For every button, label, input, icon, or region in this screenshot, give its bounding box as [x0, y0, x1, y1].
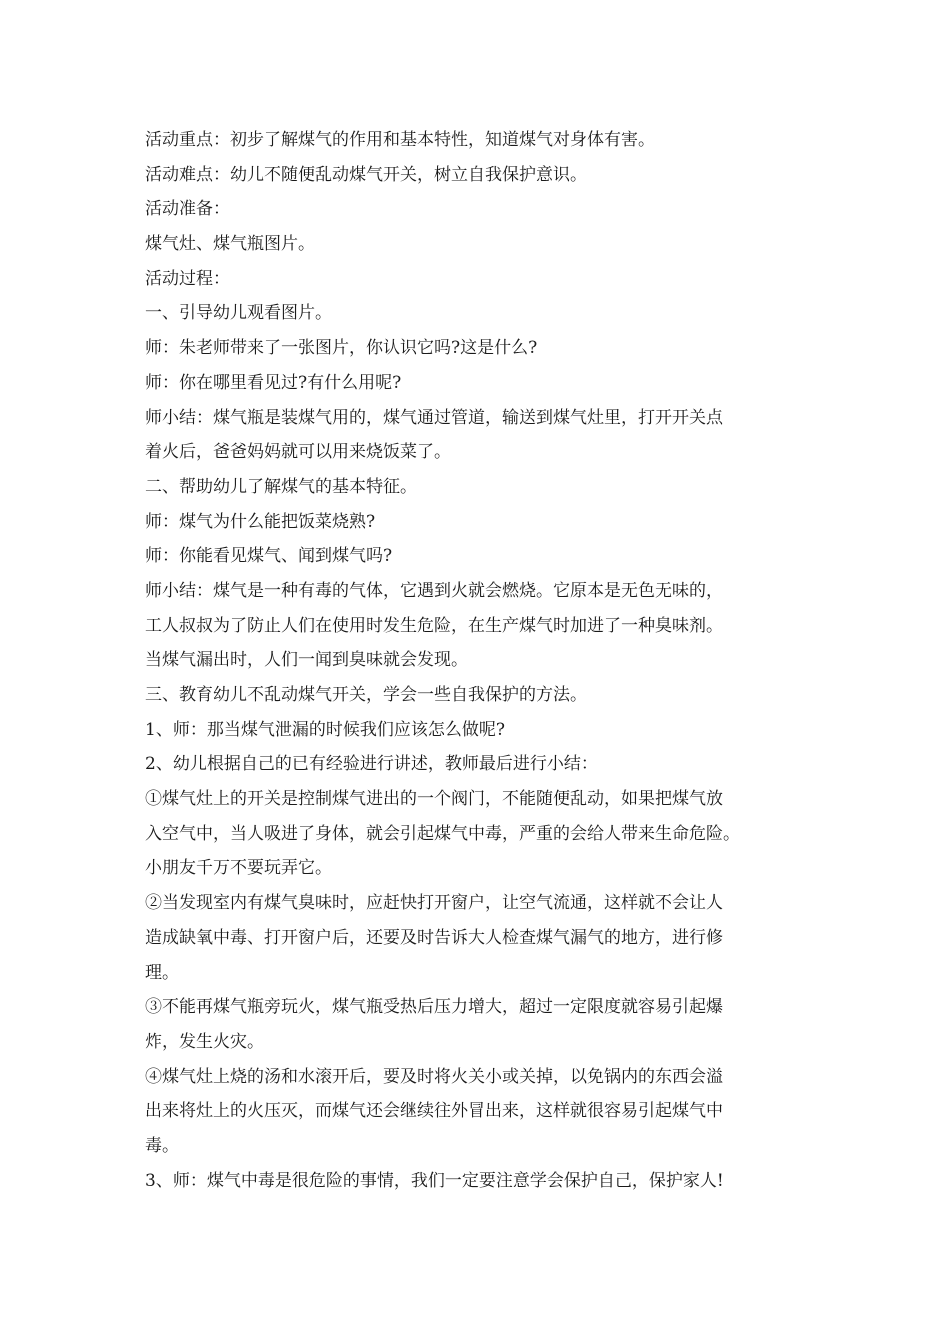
text-line: 着火后，爸爸妈妈就可以用来烧饭菜了。 — [145, 442, 451, 463]
text-line: 师小结：煤气瓶是装煤气用的，煤气通过管道，输送到煤气灶里，打开开关点 — [145, 407, 723, 428]
text-line: ③不能再煤气瓶旁玩火，煤气瓶受热后压力增大，超过一定限度就容易引起爆 — [145, 997, 723, 1018]
text-line: 师小结：煤气是一种有毒的气体，它遇到火就会燃烧。它原本是无色无味的， — [145, 580, 723, 601]
text-line: 活动过程： — [145, 268, 230, 289]
text-line: 工人叔叔为了防止人们在使用时发生危险，在生产煤气时加进了一种臭味剂。 — [145, 615, 723, 636]
text-line: 活动准备： — [145, 199, 230, 220]
text-line: 二、帮助幼儿了解煤气的基本特征。 — [145, 476, 417, 497]
text-line: 炸，发生火灾。 — [145, 1031, 264, 1052]
text-line: 理。 — [145, 962, 179, 983]
text-line: 师：你在哪里看见过?有什么用呢? — [145, 372, 402, 393]
text-line: 出来将灶上的火压灭，而煤气还会继续往外冒出来，这样就很容易引起煤气中 — [145, 1101, 723, 1122]
document-body — [145, 123, 825, 1198]
text-line: ①煤气灶上的开关是控制煤气进出的一个阀门，不能随便乱动，如果把煤气放 — [145, 789, 723, 810]
text-line: 师：你能看见煤气、闻到煤气吗? — [145, 546, 393, 567]
text-line: 造成缺氧中毒、打开窗户后，还要及时告诉大人检查煤气漏气的地方，进行修 — [145, 927, 723, 948]
text-line: 三、教育幼儿不乱动煤气开关，学会一些自我保护的方法。 — [145, 685, 587, 705]
text-line: 3、师：煤气中毒是很危险的事情，我们一定要注意学会保护自己，保护家人! — [145, 1170, 724, 1191]
text-line: 活动重点：初步了解煤气的作用和基本特性，知道煤气对身体有害。 — [145, 130, 655, 150]
text-line: 入空气中，当人吸进了身体，就会引起煤气中毒，严重的会给人带来生命危险。 — [145, 823, 740, 844]
text-line: ②当发现室内有煤气臭味时，应赶快打开窗户，让空气流通，这样就不会让人 — [145, 893, 723, 914]
text-line: 一、引导幼儿观看图片。 — [145, 303, 332, 324]
text-line: 小朋友千万不要玩弄它。 — [145, 858, 332, 879]
text-line: 1、师：那当煤气泄漏的时候我们应该怎么做呢? — [145, 719, 505, 740]
text-line: ④煤气灶上烧的汤和水滚开后，要及时将火关小或关掉，以免锅内的东西会溢 — [145, 1066, 723, 1087]
text-line: 师：煤气为什么能把饭菜烧熟? — [145, 511, 376, 532]
text-line: 师：朱老师带来了一张图片，你认识它吗?这是什么? — [145, 338, 538, 359]
text-line: 活动难点：幼儿不随便乱动煤气开关，树立自我保护意识。 — [145, 164, 587, 185]
text-line: 2、幼儿根据自己的已有经验进行讲述，教师最后进行小结： — [145, 754, 598, 775]
text-line: 毒。 — [145, 1135, 179, 1156]
text-line: 当煤气漏出时，人们一闻到臭味就会发现。 — [145, 650, 468, 671]
text-line: 煤气灶、煤气瓶图片。 — [145, 234, 315, 255]
